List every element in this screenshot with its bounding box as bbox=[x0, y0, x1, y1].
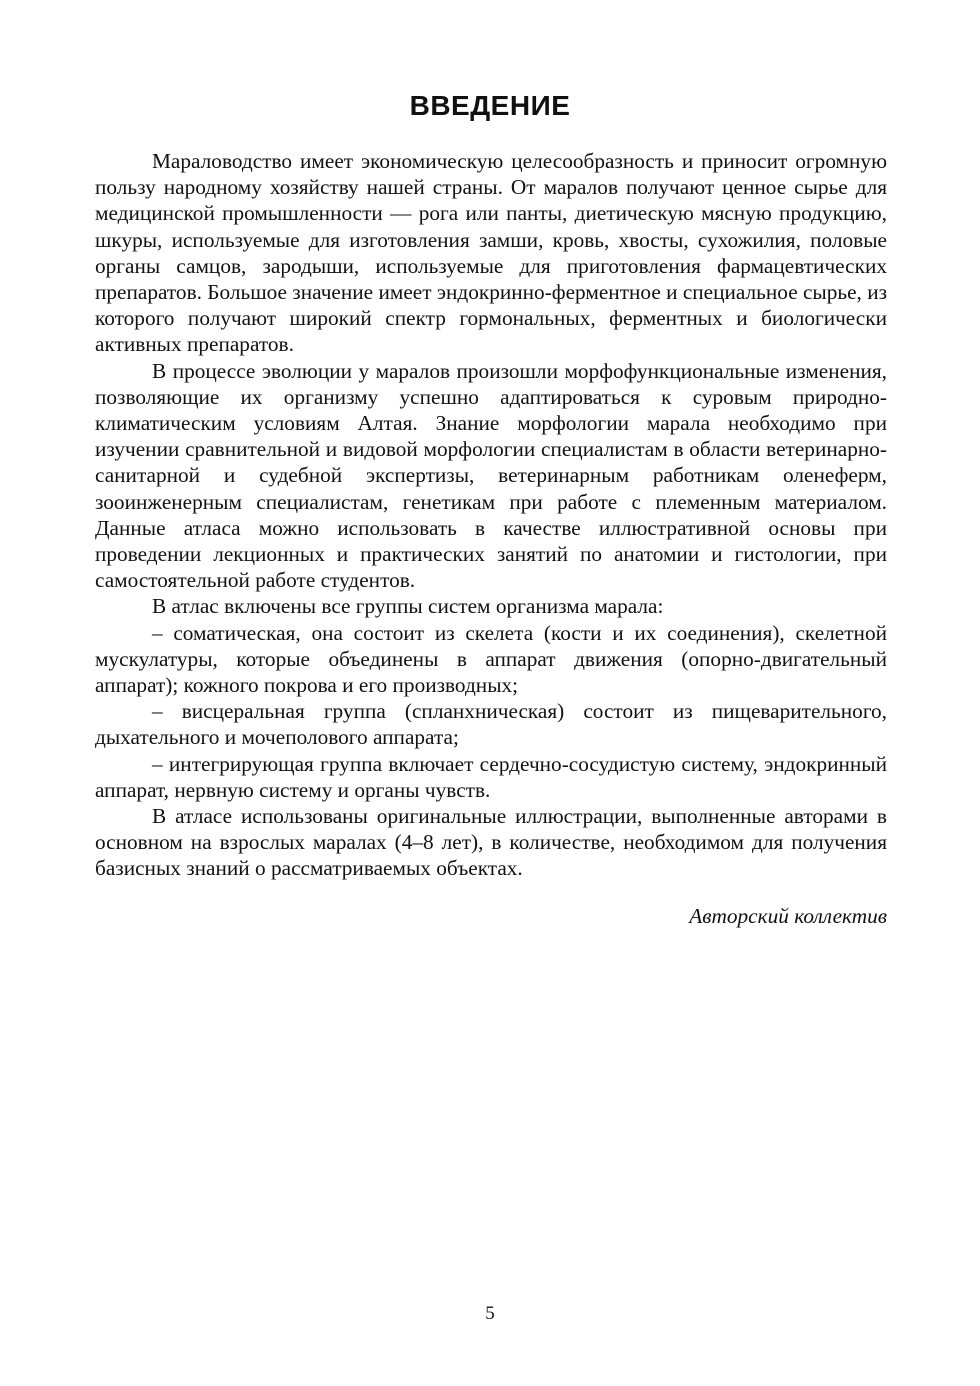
paragraph-systems-intro: В атлас включены все группы систем организма марала: bbox=[152, 594, 664, 619]
paragraph-evolution: В процессе эволюции у маралов произошли морфофункциональные изменения, позволяющие их организму успешно адаптироваться к суровым природно-климатическим условиям Алтая. Знание морфологии марала необходимо при изучении сравнительной и видовой морфологии специалистам в области ветеринарно-санитарной и судебной экспертизы, ветеринарным работникам оленеферм, зооинженерным специалистам, генетикам при работе с племенным материалом. Данные атласа можно использовать в качестве иллюстративной основы при проведении лекционных и практических занятий по анатомии и гистологии, при самостоятельной работе студентов. bbox=[95, 358, 887, 593]
list-item-visceral: – висцеральная группа (спланхническая) состоит из пищеварительного, дыхательного и мочеполового аппарата; bbox=[95, 699, 887, 750]
list-item-integrating: – интегрирующая группа включает сердечно-сосудистую систему, эндокринный аппарат, нервную систему и органы чувств. bbox=[95, 751, 887, 802]
page-title: ВВЕДЕНИЕ bbox=[409, 90, 571, 121]
list-item-somatic: – соматическая, она состоит из скелета (кости и их соединения), скелетной мускулатуры, которые объединены в аппарат движения (опорно-двигательный аппарат); кожного покрова и его производных; bbox=[95, 620, 887, 698]
author-signature: Авторский коллектив bbox=[689, 904, 887, 928]
page-number: 5 bbox=[485, 1303, 495, 1324]
paragraph-illustrations: В атласе использованы оригинальные иллюстрации, выполненные авторами в основном на взрослых маралах (4–8 лет), в количестве, необходимом для получения базисных знаний о рассматриваемых объектах. bbox=[95, 804, 887, 881]
paragraph-intro: Мараловодство имеет экономическую целесообразность и приносит огромную пользу народному хозяйству нашей страны. От маралов получают ценное сырье для медицинской промышленности — рога или панты, диетическую мясную продукцию, шкуры, используемые для изготовления замши, кровь, хвосты, сухожилия, половые органы самцов, зародыши, используемые для приготовления фармацевтических препаратов. Большое значение имеет эндокринно-ферментное и специальное сырье, из которого получают широкий спектр гормональных, ферментных и биологически активных препаратов. bbox=[95, 149, 888, 357]
body-text bbox=[95, 148, 887, 882]
